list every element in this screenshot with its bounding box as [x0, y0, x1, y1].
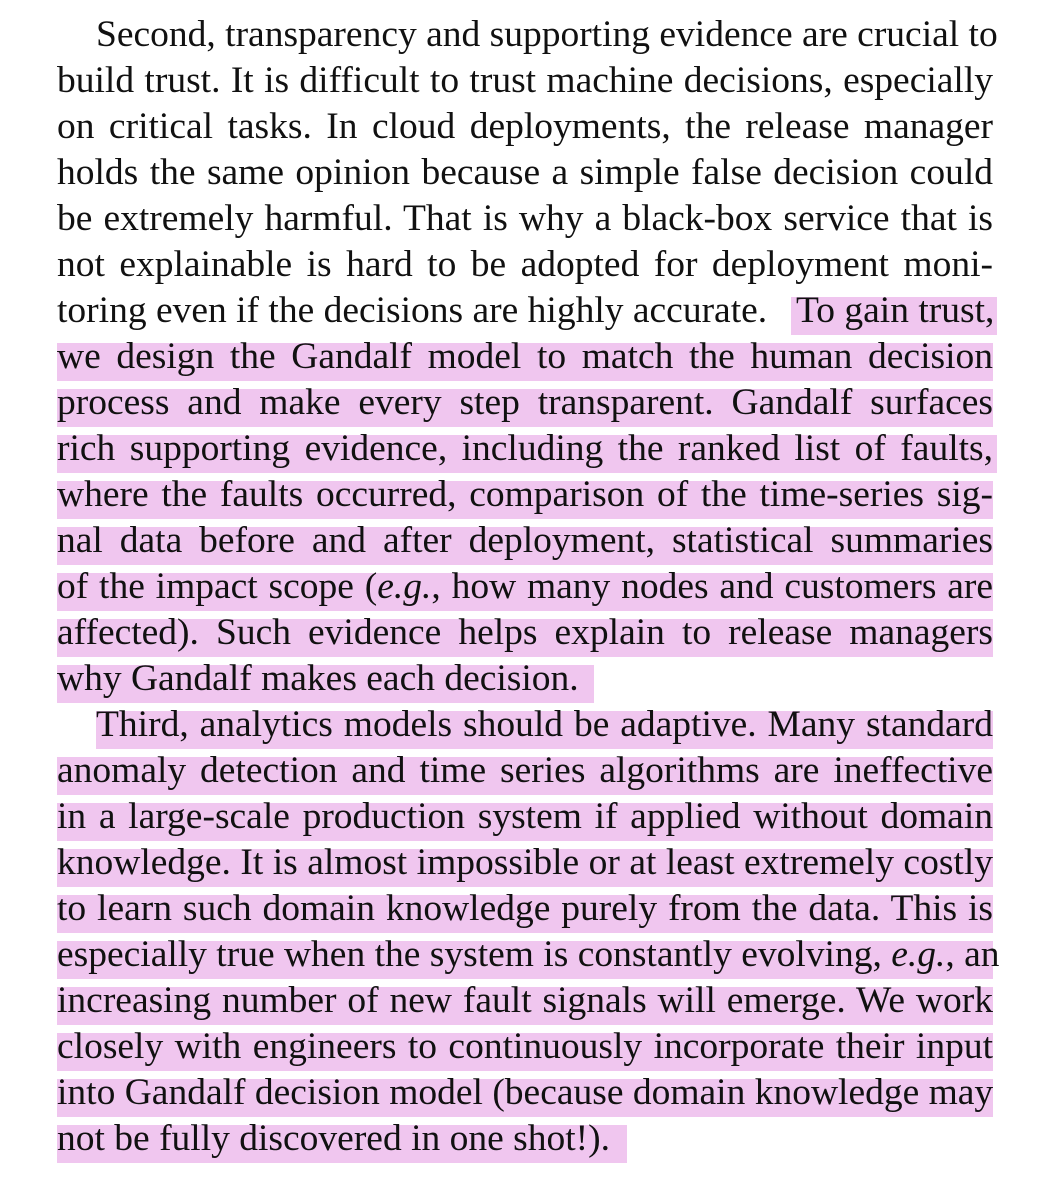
text-run: toring even if the decisions are highly accurate.: [57, 290, 768, 331]
highlighted-text-line: [57, 932, 1000, 978]
highlighted-text-line: where the faults occurred, comparison of the time-series sig-: [57, 474, 993, 515]
text-line: build trust. It is difficult to trust machine decisions, especially: [57, 60, 993, 101]
text-run: , an: [945, 934, 1000, 975]
highlighted-text-line: not be fully discovered in one shot!).: [57, 1118, 610, 1159]
text-line: on critical tasks. In cloud deployments, the release manager: [57, 106, 993, 147]
highlighted-text-line: into Gandalf decision model (because domain knowledge may: [57, 1072, 994, 1113]
highlighted-text-line: affected). Such evidence helps explain to release managers: [57, 612, 993, 653]
highlighted-text-line: to learn such domain knowledge purely from the data. This is: [57, 888, 993, 929]
highlighted-text-line: we design the Gandalf model to match the human decision: [57, 336, 993, 377]
text-line: be extremely harmful. That is why a black-box service that is: [57, 198, 993, 239]
highlighted-text-line: in a large-scale production system if applied without domain: [57, 796, 993, 837]
highlighted-text-line: [57, 564, 993, 610]
text-line: holds the same opinion because a simple false decision could: [57, 152, 993, 193]
text-line: [57, 288, 767, 334]
highlighted-text-line: process and make every step transparent. Gandalf surfaces: [57, 382, 993, 423]
text-line: not explainable is hard to be adopted for deployment moni-: [57, 244, 993, 285]
highlighted-text-line: increasing number of new fault signals will emerge. We work: [57, 980, 993, 1021]
highlighted-text-line: rich supporting evidence, including the ranked list of faults,: [57, 428, 993, 469]
text-run: of the impact scope (: [57, 566, 378, 607]
italic-abbreviation: e.g.: [891, 934, 946, 975]
text-run: , how many nodes and customers are: [431, 566, 994, 607]
text-run: especially true when the system is constantly evolving,: [57, 934, 892, 975]
highlighted-text-run: To gain trust,: [796, 290, 995, 331]
highlighted-text-line: closely with engineers to continuously incorporate their input: [57, 1026, 993, 1067]
highlighted-text-line: knowledge. It is almost impossible or at least extremely costly: [57, 842, 993, 883]
text-line: Second, transparency and supporting evidence are crucial to: [96, 14, 998, 55]
highlighted-text-line: anomaly detection and time series algorithms are ineffective: [57, 750, 993, 791]
highlighted-text-line: why Gandalf makes each decision.: [57, 658, 579, 699]
italic-abbreviation: e.g.: [377, 566, 432, 607]
highlighted-text-line: Third, analytics models should be adaptive. Many standard: [96, 704, 993, 745]
highlighted-text-line: nal data before and after deployment, statistical summaries: [57, 520, 993, 561]
